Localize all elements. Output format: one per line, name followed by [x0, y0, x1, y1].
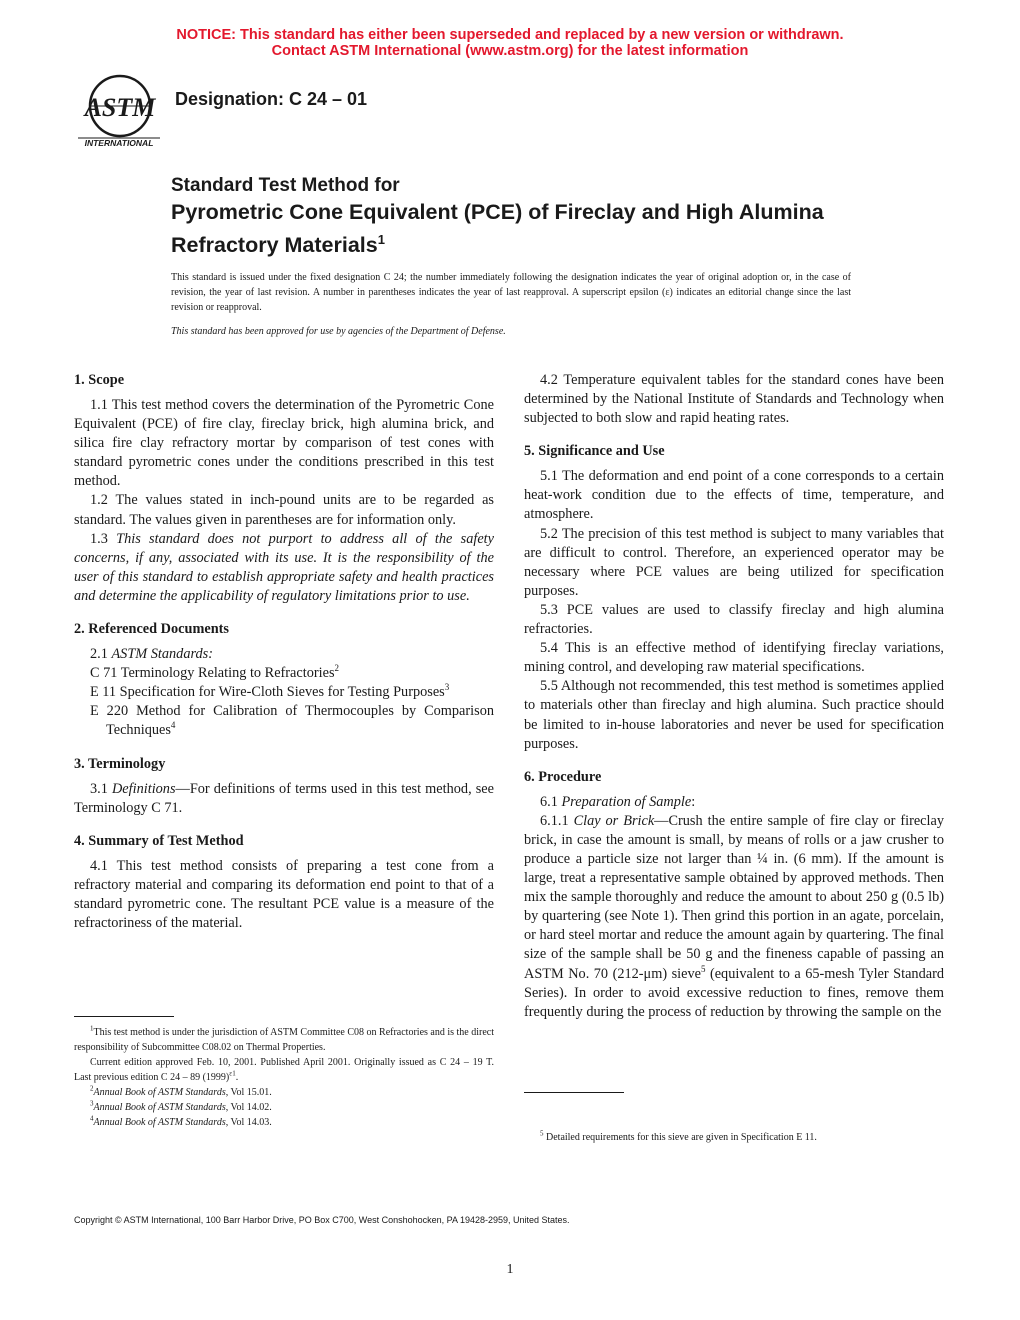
footnote-number: 4: [90, 1114, 94, 1123]
title-main-text: Pyrometric Cone Equivalent (PCE) of Fireclay and High Alumina Refractory Materials: [171, 200, 824, 258]
footnote-3: [74, 1100, 494, 1115]
footnote-divider-right: [524, 1092, 624, 1093]
paragraph-text: —For definitions of terms used in this test method, see Terminology C 71.: [74, 780, 494, 816]
title-footnote-ref: 1: [377, 232, 385, 247]
reference-e11: [74, 683, 494, 702]
paragraph-3-1: [74, 780, 494, 818]
astm-standards-label: ASTM Standards:: [111, 646, 213, 663]
reference-text: E 220 Method for Calibration of Thermocouples by Comparison Techniques: [90, 703, 494, 739]
footnote-4: [74, 1115, 494, 1130]
footnote-divider-left: [74, 1016, 174, 1017]
approved-note: This standard has been approved for use by agencies of the Department of Defense.: [171, 326, 506, 337]
paragraph-6-1-1: [524, 812, 944, 1022]
preparation-of-sample-label: Preparation of Sample: [561, 793, 692, 810]
footnote-1-edition: [74, 1055, 494, 1085]
paragraph-5-5: 5.5 Although not recommended, this test method is sometimes applied to materials other than fireclay and high alumina. Such practice should be limited to in-house laboratories and never be used for specification purposes.: [524, 678, 944, 752]
paragraph-number: 3.1: [90, 780, 112, 797]
footnote-number: 1: [90, 1024, 94, 1033]
title-main: [171, 199, 871, 259]
footnote-1: [74, 1025, 494, 1055]
footnote-text: This test method is under the jurisdiction of ASTM Committee C08 on Refractories and is the direct responsibility of Subcommittee C08.02 on Thermal Properties.: [74, 1027, 494, 1053]
epsilon-superscript: ε1: [229, 1069, 236, 1078]
reference-e220: [74, 702, 494, 740]
section-heading-scope: 1. Scope: [74, 372, 125, 388]
colon: :: [691, 793, 696, 810]
footnote-text: Detailed requirements for this sieve are given in Specification E 11.: [543, 1132, 817, 1143]
svg-text:INTERNATIONAL: INTERNATIONAL: [84, 138, 154, 148]
footnote-ref: 3: [444, 682, 450, 693]
paragraph-number: 1.3: [90, 530, 117, 547]
reference-text: E 11 Specification for Wire-Cloth Sieves for Testing Purposes: [90, 684, 445, 701]
copyright-line: Copyright © ASTM International, 100 Barr Harbor Drive, PO Box C700, West Conshohocken, PA 19428-2959, United States.: [74, 1215, 570, 1225]
footnote-ref: 2: [334, 663, 340, 674]
paragraph-text: —Crush the entire sample of fire clay or fireclay brick, in case the amount is small, by means of rolls or a jaw crusher to produce a particle size not larger than ¼ in. (6 mm). If the amount is large, treat a representative sample obtained by approved methods. Then mix the sample thoroughly and reduce the amount to about 250 g (0.5 lb) by quartering (see Note 1). Then grind this portion in an agate, porcelain, or hard steel mortar and reduce the amount again by quartering. The final size of the sample shall be 50 g and the fineness capable of passing an ASTM No. 70 (212-μm) sieve: [524, 812, 944, 982]
book-title: Annual Book of ASTM Standards: [93, 1102, 226, 1113]
footnote-number: 3: [90, 1099, 94, 1108]
paragraph-6-1: [524, 793, 944, 812]
notice-line-2: Contact ASTM International (www.astm.org) for the latest information: [271, 43, 749, 59]
volume: , Vol 14.03.: [225, 1117, 272, 1128]
term-clay-or-brick: Clay or Brick: [573, 812, 655, 829]
paragraph-4-2: 4.2 Temperature equivalent tables for the standard cones have been determined by the National Institute of Standards and Technology when subjected to both slow and rapid heating rates.: [524, 372, 944, 427]
paragraph-5-1: 5.1 The deformation and end point of a cone corresponds to a certain heat-work condition due to the effects of time, temperature, and atmosphere.: [524, 468, 944, 523]
section-heading-procedure: 6. Procedure: [524, 768, 602, 785]
term-definitions: Definitions: [111, 780, 176, 797]
footnote-number: 2: [90, 1084, 94, 1093]
paragraph-text-continued: (equivalent to a 65-mesh Tyler Standard Series). In order to avoid excessive reduction to fines, remove them frequently during the process of reduction by throwing the sample on the: [524, 965, 944, 1020]
paragraph-5-4: 5.4 This is an effective method of identifying fireclay variations, mining control, and developing raw material specifications.: [524, 640, 944, 676]
section-heading-summary: 4. Summary of Test Method: [74, 832, 244, 849]
notice-banner: [0, 27, 1020, 59]
period: .: [235, 1072, 239, 1083]
paragraph-number: 6.1.1: [540, 812, 574, 829]
reference-text: C 71 Terminology Relating to Refractories: [90, 665, 335, 682]
paragraph-4-1: 4.1 This test method consists of preparing a test cone from a refractory material and comparing its deformation end point to that of a standard pyrometric cone. The resultant PCE value is a measure of the refractoriness of the material.: [74, 857, 494, 931]
paragraph-5-3: 5.3 PCE values are used to classify fireclay and high alumina refractories.: [524, 601, 944, 638]
footnote-2: [74, 1085, 494, 1100]
paragraph-number: 6.1: [540, 793, 562, 810]
paragraph-2-1: [74, 645, 494, 664]
section-heading-referenced-documents: 2. Referenced Documents: [74, 621, 229, 638]
notice-line-1: NOTICE: This standard has either been superseded and replaced by a new version or withdrawn.: [176, 27, 844, 43]
svg-text:ASTM: ASTM: [84, 93, 156, 122]
page-number: 1: [506, 1262, 514, 1277]
section-heading-significance: 5. Significance and Use: [524, 443, 665, 460]
caution-text: This standard does not purport to address all of the safety concerns, if any, associated with its use. It is the responsibility of the user of this standard to establish appropriate safety and health practices and determine the applicability of regulatory limitations prior to use.: [74, 530, 494, 604]
title-prefix: Standard Test Method for: [171, 175, 400, 196]
issued-note: This standard is issued under the fixed designation C 24; the number immediately following the designation indicates the year of original adoption or, in the case of revision, the year of last revision. A number in parentheses indicates the year of last reapproval. A superscript epsilon (ε) indicates an editorial change since the last revision or reapproval.: [171, 272, 851, 313]
footnote-5: [524, 1130, 944, 1145]
book-title: Annual Book of ASTM Standards: [93, 1117, 226, 1128]
astm-logo: [74, 72, 164, 150]
footnotes-right: [524, 1130, 944, 1145]
reference-c71: [74, 664, 494, 683]
right-column: [524, 371, 944, 1022]
volume: , Vol 15.01.: [225, 1087, 272, 1098]
book-title: Annual Book of ASTM Standards: [93, 1087, 226, 1098]
document-title: [171, 174, 871, 259]
footnote-number: 5: [540, 1129, 544, 1138]
footnote-ref: 5: [700, 963, 706, 974]
footnote-ref: 4: [170, 720, 176, 731]
section-heading-terminology: 3. Terminology: [74, 755, 166, 772]
volume: , Vol 14.02.: [225, 1102, 272, 1113]
paragraph-5-2: 5.2 The precision of this test method is subject to many variables that are difficult to control. Therefore, an experienced operator may be necessary where PCE values are being utilized for specification purposes.: [524, 525, 944, 599]
paragraph-1-2: 1.2 The values stated in inch-pound units are to be regarded as standard. The values given in parentheses are for information only.: [74, 492, 494, 528]
paragraph-1-3: [74, 530, 494, 606]
footnotes-left: [74, 1025, 494, 1130]
paragraph-number: 2.1: [90, 646, 112, 663]
footnote-text: Current edition approved Feb. 10, 2001. Published April 2001. Originally issued as C 24 – 19 T. Last previous edition C 24 – 89 (1999): [74, 1057, 494, 1083]
paragraph-1-1: 1.1 This test method covers the determination of the Pyrometric Cone Equivalent (PCE) of fire clay, fireclay brick, high alumina brick, and silica fire clay refractory mortar by comparison of test cones with standard pyrometric cones under the conditions prescribed in this test method.: [74, 397, 494, 490]
left-column: [74, 371, 494, 933]
designation: Designation: C 24 – 01: [175, 89, 368, 109]
